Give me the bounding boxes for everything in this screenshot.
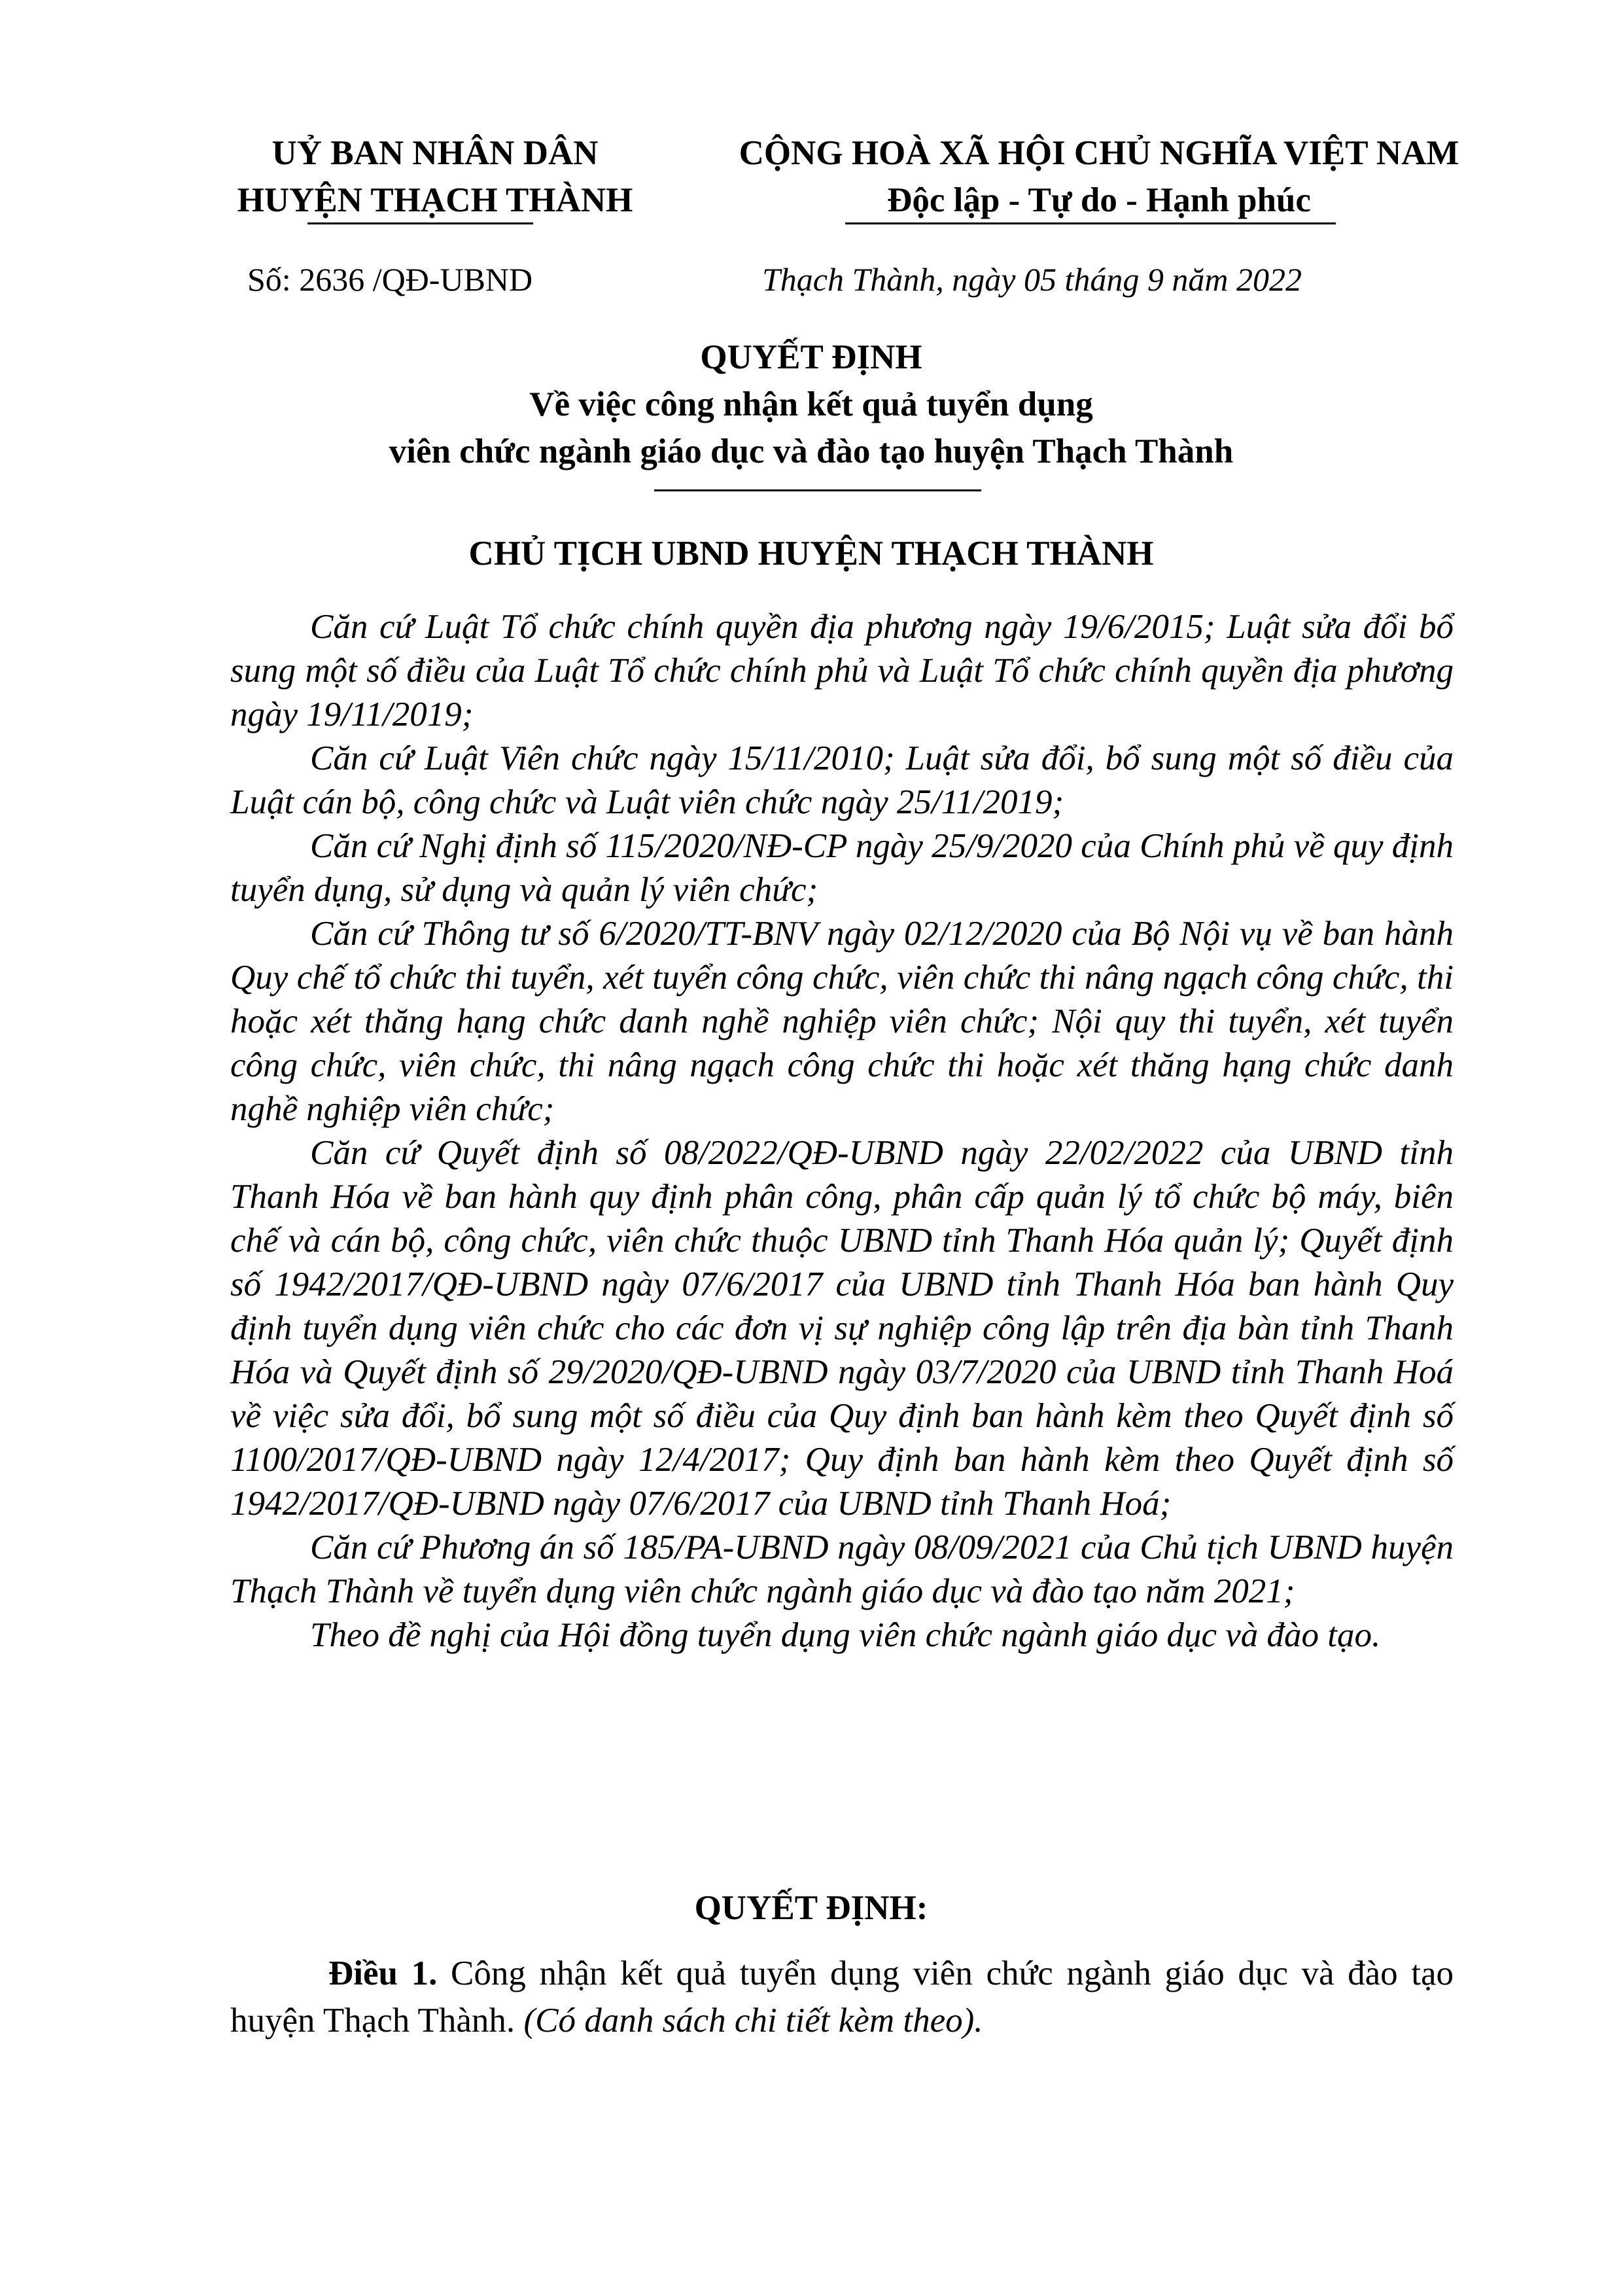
title-subject-1: Về việc công nhận kết quả tuyển dụng [529,385,1093,423]
article-1-note: (Có danh sách chi tiết kèm theo). [523,2002,983,2040]
legal-basis-item: Căn cứ Nghị định số 115/2020/NĐ-CP ngày 25/9/2020 của Chính phủ về quy định tuyển dụng, sử dụng và quản lý viên chức; [230,827,1454,909]
agency-header [177,130,693,224]
document-title [170,334,1452,475]
article-1-label: Điều 1. [328,1954,438,1992]
legal-basis-item: Căn cứ Thông tư số 6/2020/TT-BNV ngày 02/12/2020 của Bộ Nội vụ về ban hành Quy chế tổ chức thi tuyển, xét tuyển công chức, viên chức thi nâng ngạch công chức, thi hoặc xét thăng hạng chức danh nghề nghiệp viên chức; Nội quy thi tuyển, xét tuyển công chức, viên chức, thi nâng ngạch công chức thi hoặc xét thăng hạng chức danh nghề nghiệp viên chức; [230,915,1454,1128]
motto-underline [845,222,1336,224]
legal-basis-item: Theo đề nghị của Hội đồng tuyển dụng viên chức ngành giáo dục và đào tạo. [310,1616,1381,1654]
number-prefix: Số: [247,261,300,298]
article-1-paragraph [230,1950,1454,2044]
title-type: QUYẾT ĐỊNH [700,338,922,376]
agency-line-1: UỶ BAN NHÂN DÂN [271,134,599,172]
issuer-heading: CHỦ TỊCH UBND HUYỆN THẠCH THÀNH [468,535,1154,573]
agency-line-2: HUYỆN THẠCH THÀNH [237,181,633,219]
place-date: Thạch Thành, ngày 05 tháng 9 năm 2022 [762,261,1302,298]
legal-basis-item: Căn cứ Luật Viên chức ngày 15/11/2010; Luật sửa đổi, bổ sung một số điều của Luật cán bộ, công chức và Luật viên chức ngày 25/11/2019; [230,739,1454,821]
document-number [247,256,532,302]
agency-underline [307,222,533,224]
title-underline [654,489,981,491]
national-header [693,130,1505,224]
article-1-text: Công nhận kết quả tuyển dụng viên chức ngành giáo dục và đào tạo huyện Thạch Thành. [230,1954,1454,2040]
number-value: 2636 [299,261,365,298]
decision-heading: QUYẾT ĐỊNH: [694,1889,928,1927]
title-subject-2: viên chức ngành giáo dục và đào tạo huyện Thạch Thành [389,433,1234,470]
legal-basis-item: Căn cứ Quyết định số 08/2022/QĐ-UBND ngày 22/02/2022 của UBND tỉnh Thanh Hóa về ban hành quy định phân công, phân cấp quản lý tổ chức bộ máy, biên chế và cán bộ, công chức, viên chức thuộc UBND tỉnh Thanh Hóa quản lý; Quyết định số 1942/2017/QĐ-UBND ngày 07/6/2017 của UBND tỉnh Thanh Hóa ban hành Quy định tuyển dụng viên chức cho các đơn vị sự nghiệp công lập trên địa bàn tỉnh Thanh Hóa và Quyết định số 29/2020/QĐ-UBND ngày 03/7/2020 của UBND tỉnh Thanh Hoá về việc sửa đổi, bổ sung một số điều của Quy định ban hành kèm theo Quyết định số 1100/2017/QĐ-UBND ngày 12/4/2017; Quy định ban hành kèm theo Quyết định số 1942/2017/QĐ-UBND ngày 07/6/2017 của UBND tỉnh Thanh Hoá; [230,1134,1454,1523]
number-suffix: /QĐ-UBND [364,261,533,298]
motto: Độc lập - Tự do - Hạnh phúc [887,181,1311,219]
legal-basis-item: Căn cứ Phương án số 185/PA-UBND ngày 08/09/2021 của Chủ tịch UBND huyện Thạch Thành về tuyển dụng viên chức ngành giáo dục và đào tạo năm 2021; [230,1528,1454,1610]
legal-basis-item: Căn cứ Luật Tổ chức chính quyền địa phương ngày 19/6/2015; Luật sửa đổi bổ sung một số điều của Luật Tổ chức chính phủ và Luật Tổ chức chính quyền địa phương ngày 19/11/2019; [230,608,1454,733]
country-name: CỘNG HOÀ XÃ HỘI CHỦ NGHĨA VIỆT NAM [739,134,1459,172]
legal-bases [230,605,1454,1657]
article-1 [230,1950,1454,2044]
